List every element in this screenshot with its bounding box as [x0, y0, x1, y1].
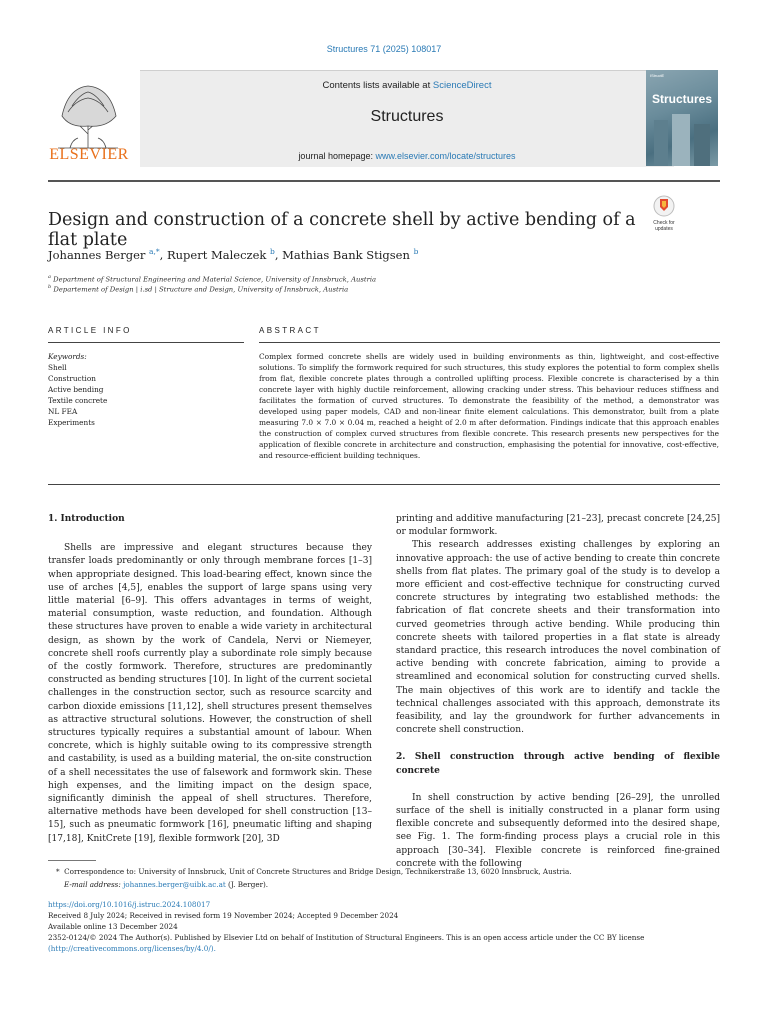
- author-name[interactable]: Rupert Maleczek: [166, 247, 267, 262]
- author-list: Johannes Berger $^{a,*}$, Rupert Maleczek $^b$, Mathias Bank Stigsen $^b$: [48, 247, 419, 262]
- journal-name: Structures: [370, 108, 444, 125]
- crossmark-label: Check for updates: [653, 220, 675, 232]
- contents-line: [140, 80, 674, 91]
- keyword: NL FEA: [48, 407, 78, 416]
- keyword: Experiments: [48, 418, 95, 427]
- affiliation-text: Departement of Design | i.sd | Structure and Design, University of Innsbruck, Austria: [53, 285, 349, 294]
- keyword: Construction: [48, 374, 96, 383]
- masthead: [48, 70, 628, 166]
- footnote-rule: [48, 860, 96, 861]
- available-online: Available online 13 December 2024: [48, 922, 178, 931]
- research-paragraph: This research addresses existing challenges by exploring an innovative approach: the use of active bending to create thin concrete shells from flat plates. The primary goal of the study is to develop a more efficient and cost-effective technique for constructing curved concrete structures by integrating two established methods: the fabrication of flat concrete sheets and their transformation into curved geometries through active bending. While producing thin concrete sheets with tailored properties in a flat state is already standard practice, this research introduces the novel combination of active bending with concrete fabrication, aiming to provide a streamlined and economical solution for constructing curved shells. The main objectives of this work are to identify and tackle the technical challenges associated with this approach, demonstrate its feasibility, and lay the groundwork for further advancements in concrete shell construction.: [396, 540, 720, 736]
- author-affil-sup[interactable]: b: [270, 247, 275, 256]
- affiliation-text: Department of Structural Engineering and Material Science, University of Innsbruck, Austria: [53, 275, 377, 284]
- section-2-paragraph: In shell construction by active bending [26–29], the unrolled surface of the shell is initially constructed in a planar form using flexible concrete and subsequently deformed into the desired shape, see Fig. 1. The form-finding process plays a crucial role in this approach [30–34]. Flexible concrete is reinforced fine-grained concrete with the following: [396, 792, 720, 869]
- section-1-heading: 1. Introduction: [48, 514, 125, 524]
- article-title: Design and construction of a concrete shell by active bending of a flat plate: [48, 210, 636, 250]
- author-name[interactable]: Mathias Bank Stigsen: [282, 247, 410, 262]
- crossmark-badge[interactable]: [648, 195, 680, 232]
- paragraph-continuation: printing and additive manufacturing [21–23], precast concrete [24,25] or modular formwork.: [396, 514, 720, 538]
- section-1-paragraph: Shells are impressive and elegant structures because they transfer loads predominantly or only through membrane forces [1–3] when appropriate designed. This load-bearing effect, known since the use of arches [4,5], enables the support of large spans using very little material [6–9]. This offers advantages in terms of weight, material consumption, waste reduction, and foundation. Although these structures have proven to enable a wide variety in architectural design, as shown by the work of Candela, Nervi or Niemeyer, concrete shell roofs currently play a subordinate role simply because of the costly formwork. Therefore, structures are predominantly constructed as bending structures [10]. In light of the current societal challenges in the construction sector, such as resource scarcity and carbon dioxide emissions [11,12], shell structures present themselves as attractive structural solutions. However, the construction of shell structures typically requires a substantial amount of labour. When concrete, which is highly suitable owing to its compressive strength and castability, is used as a building material, the on-site construction of a shell necessitates the use of falsework and formwork skin. These high expenses, and the limiting impact on the design space, significantly diminish the appeal of shell structures. Therefore, alternative methods have been developed for shell construction [13–15], such as pneumatic formwork [16], pneumatic lifting and shaping [17,18], KnitCrete [19], flexible formwork [20], 3D: [48, 543, 372, 844]
- keyword: Shell: [48, 363, 67, 372]
- sciencedirect-link[interactable]: ScienceDirect: [432, 80, 492, 91]
- journal-homepage: [140, 151, 674, 161]
- author-affil-sup[interactable]: b: [413, 247, 419, 256]
- license-line: [48, 943, 216, 954]
- left-column: [48, 513, 372, 846]
- keywords-block: [48, 351, 107, 428]
- abstract-heading: ABSTRACT: [259, 326, 321, 335]
- cover-publisher: IStructE: [650, 73, 665, 78]
- cover-title: Structures: [651, 92, 713, 106]
- keyword: Active bending: [48, 385, 104, 394]
- section-2-heading: 2. Shell construction through active bending of flexible concrete: [396, 752, 720, 776]
- right-column: [396, 513, 720, 871]
- email-suffix: (J. Berger).: [228, 880, 269, 889]
- journal-reference[interactable]: Structures 71 (2025) 108017: [326, 44, 442, 54]
- article-info-heading: ARTICLE INFO: [48, 326, 132, 335]
- article-info-rule: [48, 342, 244, 343]
- keyword: Textile concrete: [48, 396, 108, 405]
- homepage-prefix: journal homepage:: [298, 151, 376, 161]
- doi-line: [48, 899, 210, 910]
- abstract-text: Complex formed concrete shells are widely used in building environments as thin, lightweight, and cost-effective solutions. To simplify the formwork required for such structures, this study explores the potential to form complex shells from flat, flexible concrete plates through a controlled uplifting process. Flexible concrete is characterised by a thin concrete layer with highly ductile reinforcement, allowing cracking under stress. This behaviour reduces stiffness and facilitates the formation of curved structures. To demonstrate the feasibility of the method, a demonstrator was developed using paper models, CAD and non-linear finite element calculations. This demonstrator, built from a plate measuring 7.0 × 7.0 × 0.04 m, reached a height of 2.0 m after deformation. Findings indicate that this approach enables the construction of complex curved structures from flexible concrete. This research presents new perspectives for the application of flexible concrete in architecture and construction, emphasising the potential for innovative, cost-effective, and resource-efficient building techniques.: [259, 352, 719, 460]
- email-label: E-mail address:: [64, 880, 121, 889]
- affiliation-sup: a: [48, 274, 51, 280]
- email-footnote: [64, 879, 268, 890]
- cover-building-graphic: [646, 110, 718, 166]
- contents-prefix: Contents lists available at: [322, 80, 433, 91]
- homepage-link[interactable]: www.elsevier.com/locate/structures: [375, 151, 516, 161]
- email-link[interactable]: johannes.berger@uibk.ac.at: [123, 880, 226, 889]
- received-dates: Received 8 July 2024; Received in revised form 19 November 2024; Accepted 9 December 2024: [48, 911, 399, 920]
- keywords-label: Keywords:: [48, 352, 87, 361]
- copyright-line: 2352-0124/© 2024 The Author(s). Published by Elsevier Ltd on behalf of Institution of Structural Engineers. This is an open access article under the CC BY license: [48, 933, 645, 942]
- author-affil-sup[interactable]: a,*: [149, 247, 160, 256]
- abstract-bottom-rule: [48, 484, 720, 485]
- header-rule: [48, 180, 720, 182]
- license-link[interactable]: (http://creativecommons.org/licenses/by/4.0/).: [48, 944, 216, 953]
- masthead-bar: [140, 70, 674, 167]
- author-name[interactable]: Johannes Berger: [48, 247, 146, 262]
- affiliation: [48, 284, 348, 293]
- asterisk-mark: *: [56, 867, 65, 876]
- journal-cover-image[interactable]: [646, 70, 718, 166]
- abstract-rule: [259, 342, 720, 343]
- affiliation: [48, 274, 376, 283]
- affiliation-sup: b: [48, 284, 52, 290]
- correspondence-text: Correspondence to: University of Innsbruck, Unit of Concrete Structures and Bridge Design, Technikerstraße 13, 6020 Innsbruck, Austria.: [64, 867, 572, 876]
- doi-link[interactable]: https://doi.org/10.1016/j.istruc.2024.108017: [48, 900, 211, 909]
- crossmark-icon: [648, 195, 680, 217]
- correspondence-footnote: [56, 866, 716, 877]
- elsevier-wordmark: ELSEVIER: [49, 146, 129, 163]
